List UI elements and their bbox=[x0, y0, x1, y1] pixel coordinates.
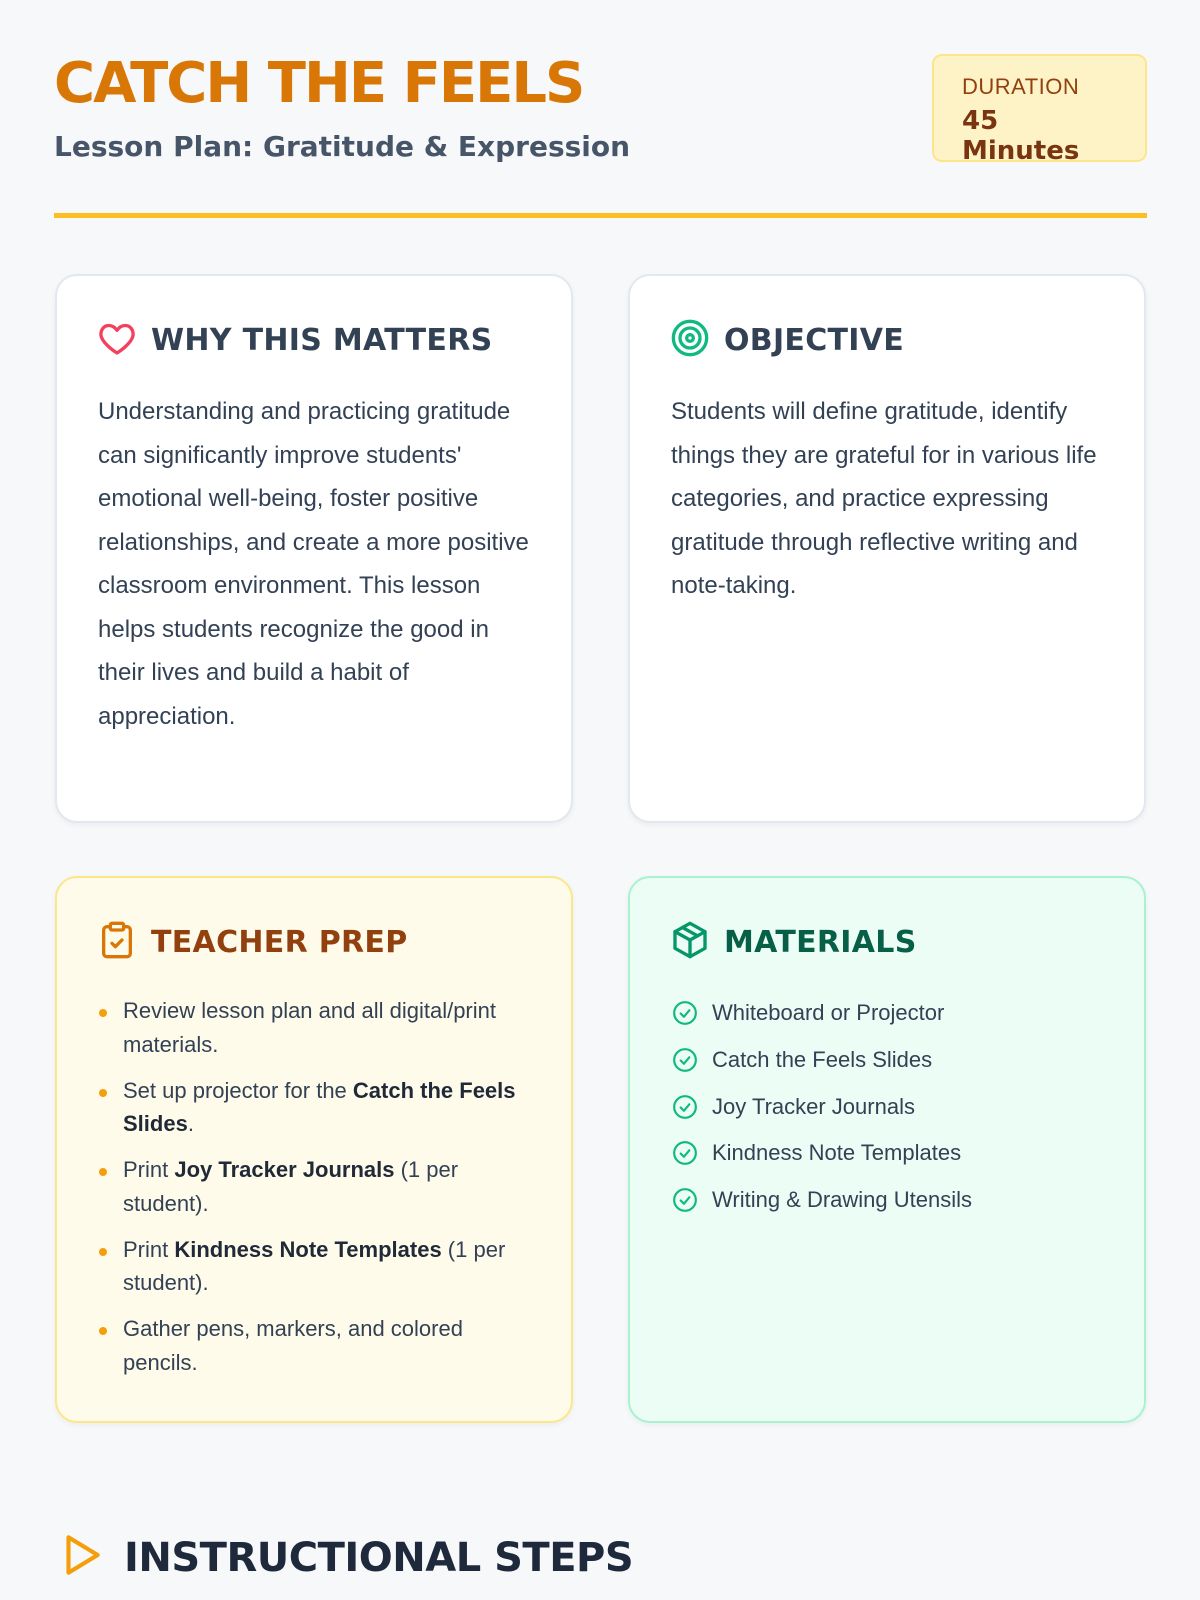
materials-list bbox=[672, 990, 972, 1223]
objective-heading bbox=[670, 318, 904, 363]
list-item: Print Kindness Note Templates (1 per student). bbox=[97, 1233, 537, 1300]
material-label: Catch the Feels Slides bbox=[712, 1047, 933, 1073]
material-label: Whiteboard or Projector bbox=[712, 1000, 945, 1026]
target-icon bbox=[670, 318, 724, 363]
header-divider bbox=[54, 213, 1147, 218]
page-title: CATCH THE FEELS bbox=[54, 51, 584, 116]
play-icon bbox=[56, 1530, 124, 1585]
instructional-steps-heading bbox=[56, 1530, 633, 1585]
teacher-prep-list bbox=[97, 994, 537, 1392]
objective-card bbox=[628, 274, 1146, 823]
list-item: Gather pens, markers, and colored pencils. bbox=[97, 1312, 537, 1379]
check-circle-icon bbox=[672, 1094, 698, 1120]
list-item bbox=[672, 990, 972, 1037]
objective-body: Students will define gratitude, identify things they are grateful for in various life categories, and practice expressing gratitude through reflective writing and note-taking. bbox=[671, 398, 1097, 599]
instructional-steps-title: INSTRUCTIONAL STEPS bbox=[124, 1534, 634, 1581]
materials-title: MATERIALS bbox=[724, 924, 917, 960]
why-card bbox=[55, 274, 573, 823]
page-subtitle: Lesson Plan: Gratitude & Expression bbox=[54, 130, 631, 163]
teacher-prep-heading bbox=[97, 920, 408, 965]
list-item: Review lesson plan and all digital/print materials. bbox=[97, 994, 537, 1061]
materials-heading bbox=[670, 920, 917, 965]
clipboard-check-icon bbox=[97, 920, 151, 965]
list-item: Set up projector for the Catch the Feels Slides. bbox=[97, 1074, 537, 1141]
material-label: Writing & Drawing Utensils bbox=[712, 1187, 973, 1213]
teacher-prep-title: TEACHER PREP bbox=[151, 924, 408, 960]
list-item bbox=[672, 1083, 972, 1130]
why-heading bbox=[97, 318, 493, 363]
material-label: Joy Tracker Journals bbox=[712, 1093, 915, 1119]
materials-card bbox=[628, 876, 1146, 1423]
teacher-prep-card bbox=[55, 876, 573, 1423]
why-body: Understanding and practicing gratitude can significantly improve students' emotional well-being, foster positive relationships, and create a more positive classroom environment. This lesson helps students recognize the good in their lives and build a habit of appreciation. bbox=[98, 398, 529, 730]
duration-badge bbox=[932, 54, 1147, 167]
objective-title: OBJECTIVE bbox=[724, 322, 905, 358]
duration-value: 45 Minutes bbox=[962, 106, 1080, 167]
list-item: Print Joy Tracker Journals (1 per student). bbox=[97, 1153, 537, 1220]
check-circle-icon bbox=[672, 1047, 698, 1073]
duration-label: DURATION bbox=[962, 74, 1080, 99]
check-circle-icon bbox=[672, 1187, 698, 1213]
why-title: WHY THIS MATTERS bbox=[151, 322, 493, 358]
heart-icon bbox=[97, 318, 151, 363]
list-item bbox=[672, 1130, 972, 1177]
page-header bbox=[54, 50, 1147, 180]
list-item bbox=[672, 1037, 972, 1084]
package-icon bbox=[670, 920, 724, 965]
check-circle-icon bbox=[672, 1140, 698, 1166]
check-circle-icon bbox=[672, 1000, 698, 1026]
list-item bbox=[672, 1177, 972, 1224]
material-label: Kindness Note Templates bbox=[712, 1140, 962, 1166]
